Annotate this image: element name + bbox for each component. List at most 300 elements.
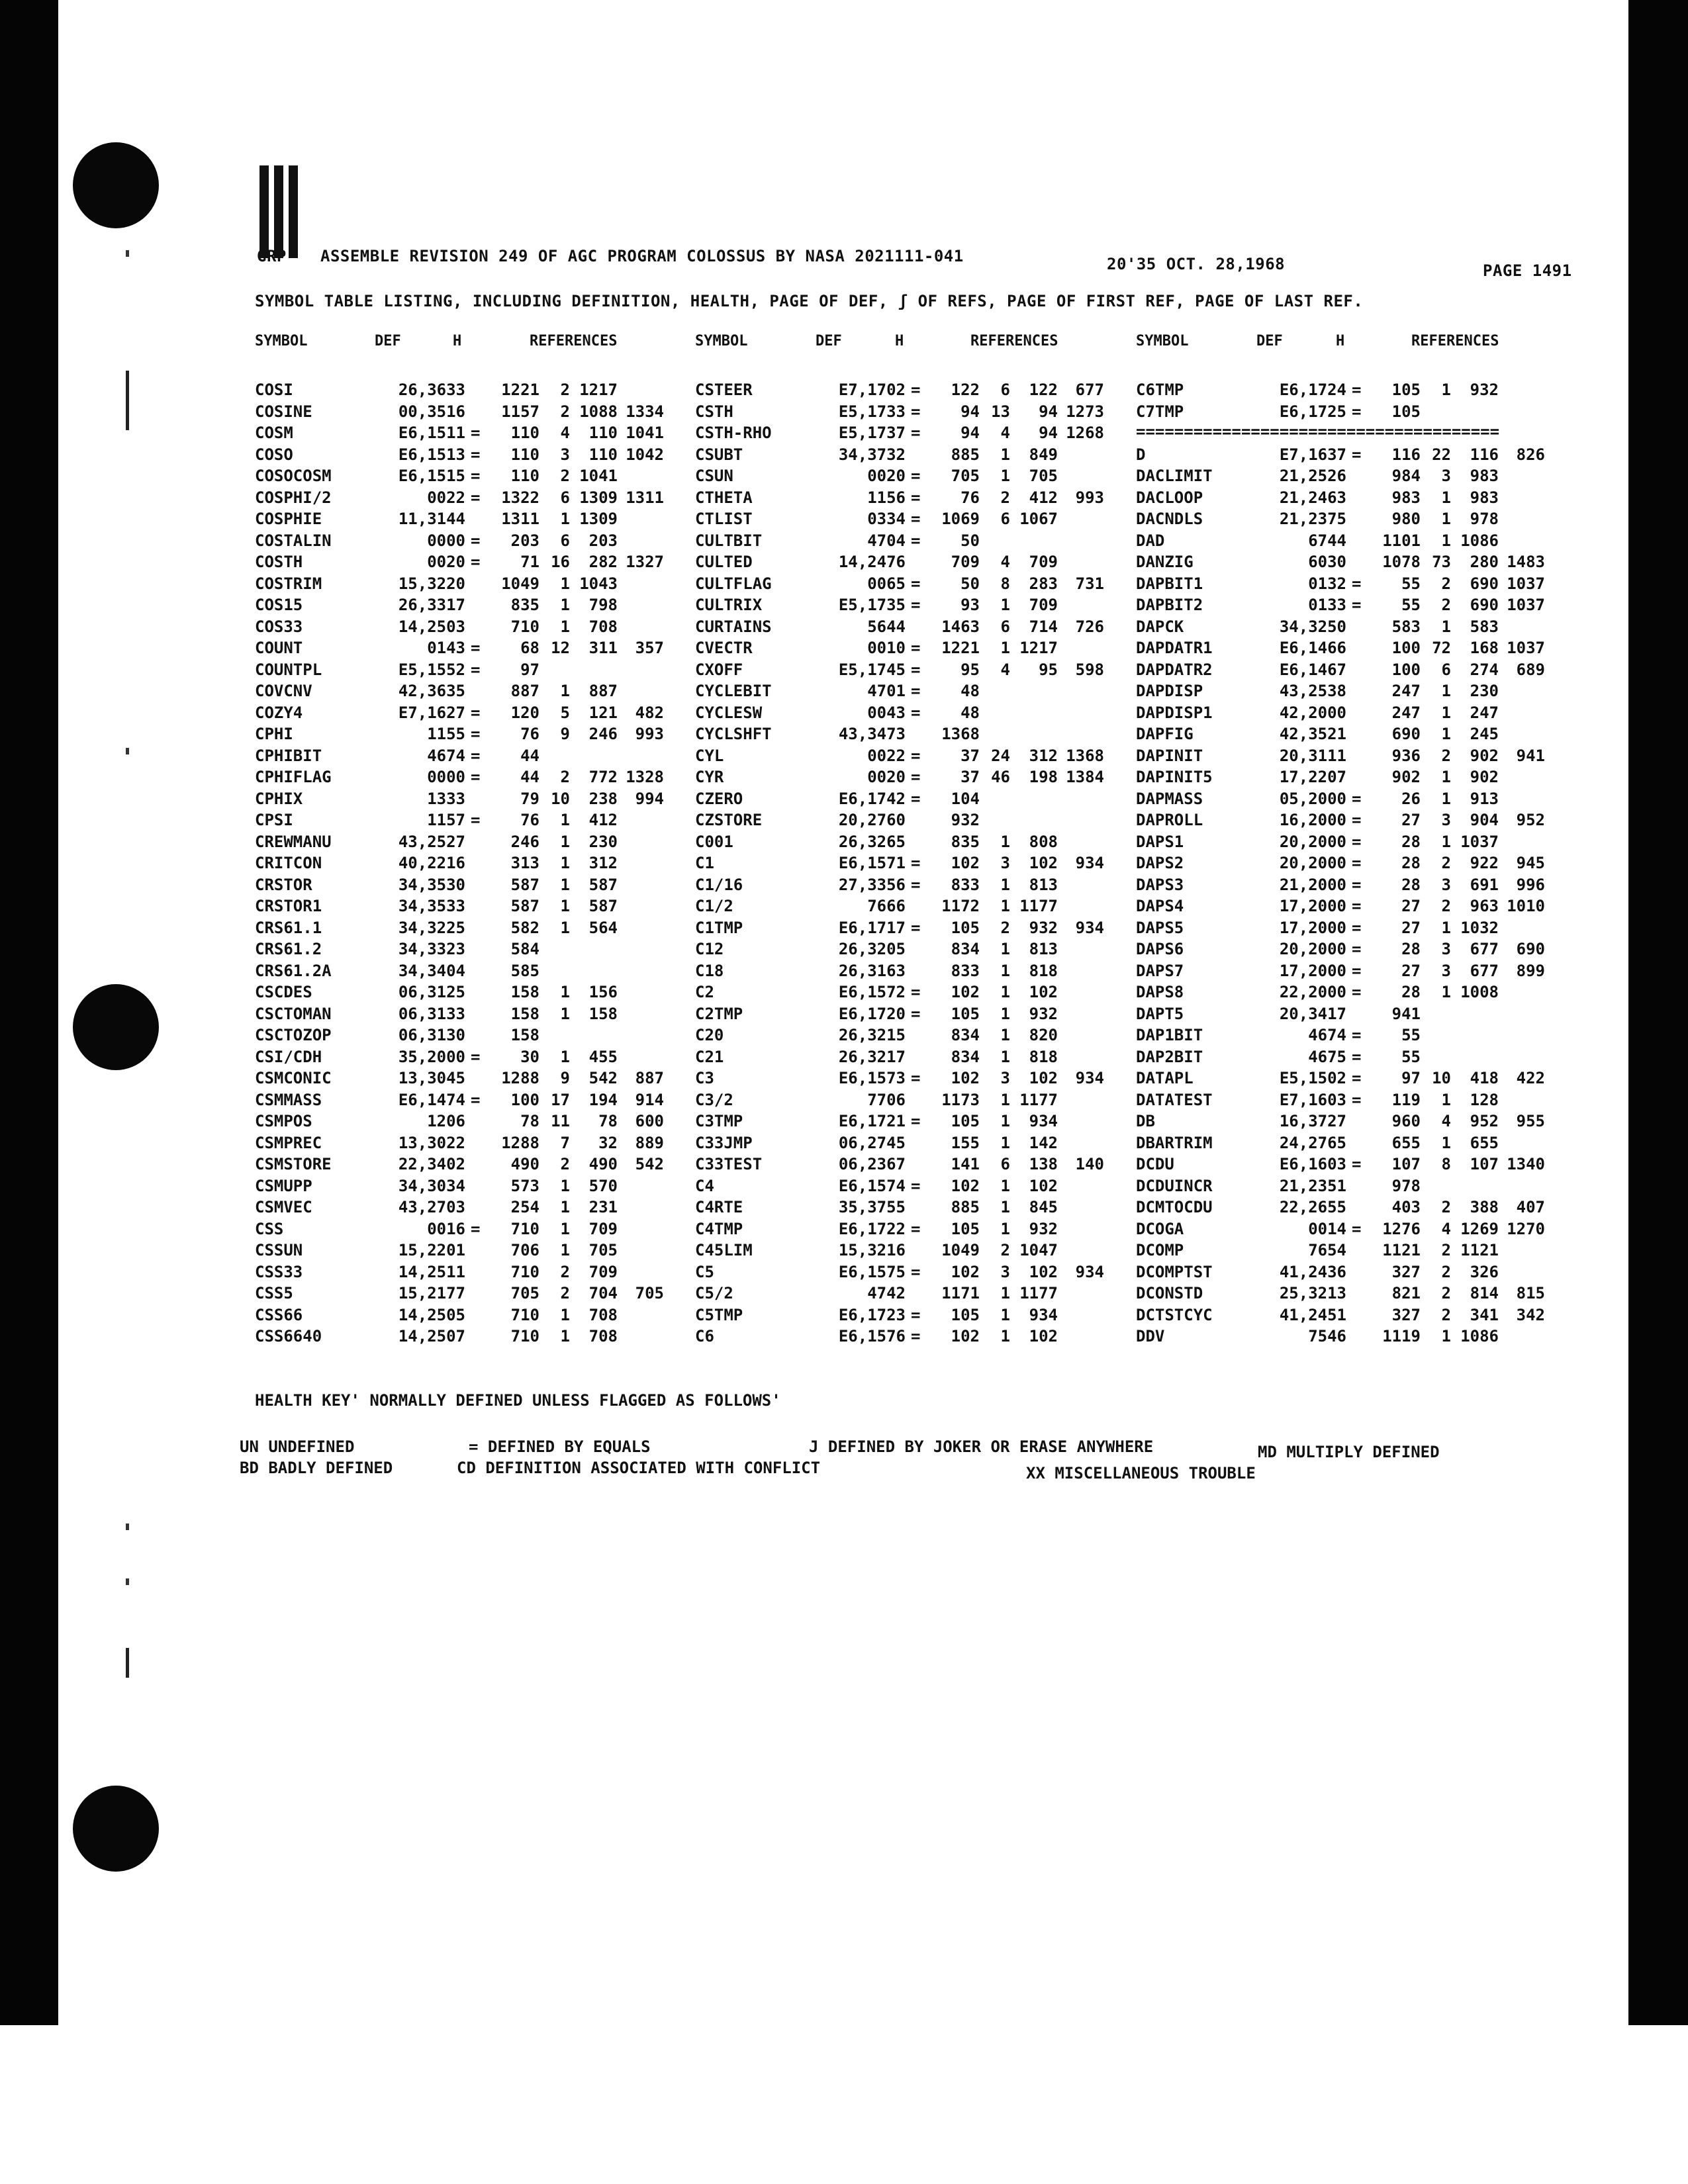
symbol-definition: 24,2765 xyxy=(1279,1133,1346,1152)
reference-count: 3 xyxy=(1441,961,1451,980)
reference-count: 4 xyxy=(1000,424,1010,443)
symbol-name: CTLIST xyxy=(695,510,753,529)
health-page: 1311 xyxy=(501,510,539,529)
first-reference-page: 230 xyxy=(1470,682,1499,701)
symbol-name: CYCLEBIT xyxy=(695,682,772,701)
health-page: 246 xyxy=(510,832,539,851)
symbol-definition: 4701 xyxy=(867,682,906,701)
first-reference-page: 542 xyxy=(588,1069,618,1088)
first-reference-page: 690 xyxy=(1470,596,1499,615)
symbol-definition: 26,3215 xyxy=(838,1026,906,1045)
reference-count: 1 xyxy=(1000,983,1010,1002)
symbol-name: CSS6640 xyxy=(255,1327,322,1346)
health-page: 27 xyxy=(1401,811,1421,830)
reference-count: 1 xyxy=(560,1241,570,1260)
symbol-name: CSS33 xyxy=(255,1262,303,1281)
reference-count: 3 xyxy=(1441,940,1451,959)
health-page: 44 xyxy=(520,746,539,765)
col-header-references-2: REFERENCES xyxy=(970,333,1058,349)
symbol-definition: 14,2505 xyxy=(398,1305,465,1324)
symbol-definition: 43,2538 xyxy=(1279,682,1346,701)
table-row xyxy=(695,1304,1104,1326)
table-row xyxy=(255,422,664,444)
table-row xyxy=(695,745,1104,767)
table-row xyxy=(1136,1304,1586,1326)
first-reference-page: 1032 xyxy=(1460,918,1499,937)
table-row xyxy=(255,895,664,917)
health-flag: = xyxy=(471,660,481,679)
last-reference-page: 598 xyxy=(1075,660,1104,679)
symbol-name: DCOMPTST xyxy=(1136,1262,1213,1281)
symbol-definition: 21,2351 xyxy=(1279,1176,1346,1195)
symbol-name: CSSUN xyxy=(255,1241,303,1260)
health-flag: = xyxy=(1352,1026,1362,1045)
reference-count: 1 xyxy=(560,832,570,851)
health-page: 76 xyxy=(520,811,539,830)
health-page: 1049 xyxy=(501,574,539,593)
table-row xyxy=(695,1326,1104,1347)
table-row xyxy=(255,1068,664,1089)
first-reference-page: 818 xyxy=(1029,1047,1058,1066)
health-key-un: UN UNDEFINED xyxy=(240,1437,355,1456)
symbol-definition: 5644 xyxy=(867,617,906,636)
health-page: 104 xyxy=(951,789,980,808)
health-flag: = xyxy=(911,1219,921,1238)
table-row xyxy=(255,1154,664,1175)
symbol-definition: 17,2000 xyxy=(1279,918,1346,937)
health-page: 932 xyxy=(951,811,980,830)
health-flag: = xyxy=(1352,961,1362,980)
reference-count: 1 xyxy=(560,682,570,701)
first-reference-page: 952 xyxy=(1470,1112,1499,1131)
health-flag: = xyxy=(1352,854,1362,873)
health-page: 710 xyxy=(510,1327,539,1346)
symbol-definition: 05,2000 xyxy=(1279,789,1346,808)
symbol-name: CPHIX xyxy=(255,789,303,808)
symbol-name: CYL xyxy=(695,746,724,765)
reference-count: 1 xyxy=(1000,639,1010,658)
table-row xyxy=(695,809,1104,831)
symbol-definition: 15,3216 xyxy=(838,1241,906,1260)
symbol-name: COSPHIE xyxy=(255,510,322,529)
table-row xyxy=(255,1046,664,1068)
table-row xyxy=(1136,745,1586,767)
health-page: 97 xyxy=(520,660,539,679)
health-page: 119 xyxy=(1391,1090,1421,1109)
symbol-definition: E6,1722 xyxy=(838,1219,906,1238)
symbol-definition: 0016 xyxy=(427,1219,465,1238)
table-row xyxy=(695,831,1104,853)
reference-count: 1 xyxy=(1000,445,1010,464)
reference-count: 3 xyxy=(1441,811,1451,830)
last-reference-page: 690 xyxy=(1516,940,1545,959)
table-row xyxy=(1136,1111,1586,1132)
table-row xyxy=(1136,1175,1586,1197)
health-key-md: MD MULTIPLY DEFINED xyxy=(1258,1443,1440,1461)
health-flag: = xyxy=(1352,1155,1362,1174)
symbol-definition: E6,1742 xyxy=(838,789,906,808)
symbol-definition: 25,3213 xyxy=(1279,1284,1346,1303)
health-page: 28 xyxy=(1401,940,1421,959)
symbol-name: DCOGA xyxy=(1136,1219,1184,1238)
table-row xyxy=(695,788,1104,810)
health-flag: = xyxy=(911,596,921,615)
health-page: 203 xyxy=(510,531,539,550)
symbol-name: CRS61.1 xyxy=(255,918,322,937)
health-page: 834 xyxy=(951,1026,980,1045)
reference-count: 1 xyxy=(560,1327,570,1346)
health-page: 709 xyxy=(951,553,980,572)
table-row xyxy=(1136,594,1586,616)
first-reference-page: 1309 xyxy=(579,488,618,507)
last-reference-page: 889 xyxy=(635,1133,664,1152)
symbol-definition: 20,3111 xyxy=(1279,746,1346,765)
health-page: 44 xyxy=(520,768,539,787)
health-page: 93 xyxy=(961,596,980,615)
table-row xyxy=(1136,788,1586,810)
symbol-name: C6 xyxy=(695,1327,714,1346)
symbol-definition: 14,2511 xyxy=(398,1262,465,1281)
reference-count: 2 xyxy=(1441,596,1451,615)
table-row xyxy=(1136,766,1586,788)
symbol-definition: 4675 xyxy=(1308,1047,1346,1066)
reference-count: 1 xyxy=(1000,1176,1010,1195)
symbol-definition: E6,1573 xyxy=(838,1069,906,1088)
health-page: 27 xyxy=(1401,961,1421,980)
health-flag: = xyxy=(911,639,921,658)
health-flag: = xyxy=(911,875,921,894)
table-row xyxy=(255,379,664,401)
health-flag: = xyxy=(1352,1090,1362,1109)
reference-count: 1 xyxy=(1441,510,1451,529)
health-flag: = xyxy=(911,467,921,486)
health-page: 37 xyxy=(961,768,980,787)
table-row xyxy=(255,401,664,423)
health-page: 110 xyxy=(510,424,539,443)
health-page: 50 xyxy=(961,574,980,593)
first-reference-page: 388 xyxy=(1470,1198,1499,1217)
reference-count: 2 xyxy=(560,381,570,400)
first-reference-page: 1043 xyxy=(579,574,618,593)
symbol-definition: 34,3732 xyxy=(838,445,906,464)
first-reference-page: 128 xyxy=(1470,1090,1499,1109)
health-page: 158 xyxy=(510,983,539,1002)
health-flag: = xyxy=(911,510,921,529)
health-flag: = xyxy=(911,1004,921,1023)
table-row xyxy=(1136,1283,1586,1304)
first-reference-page: 983 xyxy=(1470,488,1499,507)
last-reference-page: 914 xyxy=(635,1090,664,1109)
first-reference-page: 709 xyxy=(588,1219,618,1238)
first-reference-page: 102 xyxy=(1029,1069,1058,1088)
symbol-name: DAPDATR1 xyxy=(1136,639,1213,658)
symbol-name: C1TMP xyxy=(695,918,743,937)
health-page: 97 xyxy=(1401,1069,1421,1088)
first-reference-page: 282 xyxy=(588,553,618,572)
reference-count: 1 xyxy=(1000,1004,1010,1023)
reference-count: 22 xyxy=(1432,445,1451,464)
first-reference-page: 904 xyxy=(1470,811,1499,830)
table-row xyxy=(695,530,1104,552)
table-row xyxy=(695,1175,1104,1197)
health-page: 28 xyxy=(1401,983,1421,1002)
health-flag: = xyxy=(911,1262,921,1281)
reference-count: 1 xyxy=(1000,467,1010,486)
margin-dot xyxy=(126,1524,129,1530)
symbol-definition: E6,1513 xyxy=(398,445,465,464)
reference-count: 6 xyxy=(560,488,570,507)
first-reference-page: 772 xyxy=(588,768,618,787)
symbol-definition: E6,1515 xyxy=(398,467,465,486)
symbol-name: DAPDISP1 xyxy=(1136,703,1213,722)
health-page: 28 xyxy=(1401,875,1421,894)
health-flag: = xyxy=(1352,1069,1362,1088)
table-row xyxy=(1136,917,1586,939)
scan-border-left xyxy=(0,0,58,2025)
symbol-name: CSCTOZOP xyxy=(255,1026,332,1045)
health-page: 105 xyxy=(951,1004,980,1023)
first-reference-page: 1008 xyxy=(1460,983,1499,1002)
table-row xyxy=(1136,874,1586,896)
health-page: 1173 xyxy=(941,1090,980,1109)
first-reference-page: 808 xyxy=(1029,832,1058,851)
symbol-name: DAPROLL xyxy=(1136,811,1203,830)
first-reference-page: 230 xyxy=(588,832,618,851)
table-row xyxy=(1136,1003,1586,1025)
symbol-definition: 42,3635 xyxy=(398,682,465,701)
health-page: 55 xyxy=(1401,1047,1421,1066)
first-reference-page: 570 xyxy=(588,1176,618,1195)
health-page: 983 xyxy=(1391,488,1421,507)
health-page: 100 xyxy=(1391,660,1421,679)
reference-count: 1 xyxy=(1000,897,1010,916)
first-reference-page: 564 xyxy=(588,918,618,937)
table-row xyxy=(255,852,664,874)
health-flag: = xyxy=(911,660,921,679)
symbol-name: COS15 xyxy=(255,596,303,615)
symbol-definition: 7546 xyxy=(1308,1327,1346,1346)
reference-count: 1 xyxy=(560,1176,570,1195)
symbol-name: CSI/CDH xyxy=(255,1047,322,1066)
symbol-name: DAPS4 xyxy=(1136,897,1184,916)
col-header-def-3: DEF xyxy=(1256,333,1283,349)
table-row xyxy=(1136,530,1586,552)
symbol-definition: E6,1574 xyxy=(838,1176,906,1195)
symbol-definition: 26,3265 xyxy=(838,832,906,851)
symbol-definition: 17,2000 xyxy=(1279,897,1346,916)
symbol-definition: 42,3521 xyxy=(1279,725,1346,744)
symbol-definition: 26,3633 xyxy=(398,381,465,400)
symbol-name: DCDU xyxy=(1136,1155,1174,1174)
reference-count: 1 xyxy=(1000,1047,1010,1066)
table-row xyxy=(1136,444,1586,466)
symbol-definition: E6,1575 xyxy=(838,1262,906,1281)
health-page: 105 xyxy=(951,1112,980,1131)
symbol-definition: 0022 xyxy=(867,746,906,765)
table-row xyxy=(255,680,664,702)
first-reference-page: 818 xyxy=(1029,961,1058,980)
health-page: 100 xyxy=(1391,639,1421,658)
last-reference-page: 1483 xyxy=(1507,553,1545,572)
table-row xyxy=(695,702,1104,724)
first-reference-page: 587 xyxy=(588,875,618,894)
health-page: 984 xyxy=(1391,467,1421,486)
symbol-name: C5TMP xyxy=(695,1305,743,1324)
reference-count: 2 xyxy=(560,1155,570,1174)
first-reference-page: 274 xyxy=(1470,660,1499,679)
symbol-definition: 20,2000 xyxy=(1279,940,1346,959)
symbol-definition: 7706 xyxy=(867,1090,906,1109)
first-reference-page: 677 xyxy=(1470,940,1499,959)
symbol-definition: 34,3533 xyxy=(398,897,465,916)
symbol-name: C5 xyxy=(695,1262,714,1281)
symbol-definition: E6,1576 xyxy=(838,1327,906,1346)
last-reference-page: 1037 xyxy=(1507,639,1545,658)
table-row xyxy=(255,573,664,595)
table-row xyxy=(695,379,1104,401)
first-reference-page: 110 xyxy=(588,445,618,464)
symbol-name: CRS61.2 xyxy=(255,940,322,959)
health-flag: = xyxy=(471,639,481,658)
symbol-name: CSS66 xyxy=(255,1305,303,1324)
table-row xyxy=(695,1132,1104,1154)
reference-count: 10 xyxy=(1432,1069,1451,1088)
section-separator: ====================================== xyxy=(1136,422,1500,441)
health-page: 120 xyxy=(510,703,539,722)
reference-count: 2 xyxy=(1000,918,1010,937)
first-reference-page: 587 xyxy=(588,897,618,916)
health-page: 1463 xyxy=(941,617,980,636)
health-page: 941 xyxy=(1391,1004,1421,1023)
table-row xyxy=(1136,1261,1586,1283)
health-page: 690 xyxy=(1391,725,1421,744)
health-page: 48 xyxy=(961,682,980,701)
table-row xyxy=(255,444,664,466)
reference-count: 2 xyxy=(1000,1241,1010,1260)
symbol-definition: 00,3516 xyxy=(398,402,465,421)
reference-count: 1 xyxy=(1441,768,1451,787)
table-row xyxy=(1136,981,1586,1003)
first-reference-page: 156 xyxy=(588,983,618,1002)
symbol-name: CYCLSHFT xyxy=(695,725,772,744)
symbol-name: C20 xyxy=(695,1026,724,1045)
symbol-name: DAPMASS xyxy=(1136,789,1203,808)
symbol-name: CVECTR xyxy=(695,639,753,658)
symbol-definition: 15,2177 xyxy=(398,1284,465,1303)
health-page: 94 xyxy=(961,424,980,443)
table-row xyxy=(695,1283,1104,1304)
symbol-name: C33JMP xyxy=(695,1133,753,1152)
symbol-name: C4 xyxy=(695,1176,714,1195)
reference-count: 1 xyxy=(560,918,570,937)
table-row xyxy=(255,809,664,831)
reference-count: 1 xyxy=(1000,1219,1010,1238)
symbol-column-1 xyxy=(255,379,664,1347)
first-reference-page: 94 xyxy=(1039,402,1058,421)
symbol-name: CSTEER xyxy=(695,381,753,400)
symbol-definition: E7,1702 xyxy=(838,381,906,400)
first-reference-page: 102 xyxy=(1029,854,1058,873)
symbol-name: CSMPOS xyxy=(255,1112,312,1131)
symbol-name: C6TMP xyxy=(1136,381,1184,400)
symbol-definition: 6030 xyxy=(1308,553,1346,572)
reference-count: 1 xyxy=(560,1047,570,1066)
table-row xyxy=(255,1132,664,1154)
symbol-column-3 xyxy=(1136,379,1586,1347)
table-row xyxy=(695,1261,1104,1283)
reference-count: 4 xyxy=(1441,1219,1451,1238)
first-reference-page: 94 xyxy=(1039,424,1058,443)
symbol-name: C001 xyxy=(695,832,733,851)
reference-count: 6 xyxy=(560,531,570,550)
reference-count: 2 xyxy=(560,768,570,787)
symbol-name: CULTED xyxy=(695,553,753,572)
first-reference-page: 887 xyxy=(588,682,618,701)
first-reference-page: 326 xyxy=(1470,1262,1499,1281)
health-page: 1288 xyxy=(501,1133,539,1152)
first-reference-page: 231 xyxy=(588,1198,618,1217)
health-page: 936 xyxy=(1391,746,1421,765)
health-page: 655 xyxy=(1391,1133,1421,1152)
health-flag: = xyxy=(911,854,921,873)
symbol-name: DAPS3 xyxy=(1136,875,1184,894)
table-row xyxy=(1136,551,1586,573)
header-datetime: 20'35 OCT. 28,1968 xyxy=(1107,255,1286,273)
symbol-column-2 xyxy=(695,379,1104,1347)
last-reference-page: 1037 xyxy=(1507,574,1545,593)
health-page: 1221 xyxy=(501,381,539,400)
health-flag: = xyxy=(1352,381,1362,400)
health-page: 122 xyxy=(951,381,980,400)
symbol-definition: 0143 xyxy=(427,639,465,658)
symbol-definition: 34,3404 xyxy=(398,961,465,980)
symbol-definition: 26,3163 xyxy=(838,961,906,980)
last-reference-page: 952 xyxy=(1516,811,1545,830)
first-reference-page: 283 xyxy=(1029,574,1058,593)
health-page: 105 xyxy=(951,918,980,937)
symbol-name: COSM xyxy=(255,424,293,443)
health-page: 105 xyxy=(951,1305,980,1324)
symbol-name: COVCNV xyxy=(255,682,312,701)
table-row xyxy=(1136,831,1586,853)
reference-count: 2 xyxy=(1441,1305,1451,1324)
health-page: 78 xyxy=(520,1112,539,1131)
table-row xyxy=(1136,1154,1586,1175)
header-mark: GRP xyxy=(257,247,287,265)
scan-border-right xyxy=(1628,0,1688,2025)
last-reference-page: 1327 xyxy=(626,553,664,572)
symbol-name: C4RTE xyxy=(695,1198,743,1217)
last-reference-page: 994 xyxy=(635,789,664,808)
reference-count: 2 xyxy=(560,1284,570,1303)
symbol-name: DAPT5 xyxy=(1136,1004,1184,1023)
table-row xyxy=(695,1240,1104,1261)
page-number: PAGE 1491 xyxy=(1483,261,1572,280)
first-reference-page: 247 xyxy=(1470,703,1499,722)
first-reference-page: 705 xyxy=(1029,467,1058,486)
symbol-definition: 4674 xyxy=(427,746,465,765)
table-row xyxy=(695,616,1104,638)
last-reference-page: 677 xyxy=(1075,381,1104,400)
health-page: 885 xyxy=(951,1198,980,1217)
health-flag: = xyxy=(471,746,481,765)
last-reference-page: 689 xyxy=(1516,660,1545,679)
symbol-definition: 43,2527 xyxy=(398,832,465,851)
symbol-name: DCDUINCR xyxy=(1136,1176,1213,1195)
first-reference-page: 412 xyxy=(588,811,618,830)
health-page: 885 xyxy=(951,445,980,464)
first-reference-page: 194 xyxy=(588,1090,618,1109)
